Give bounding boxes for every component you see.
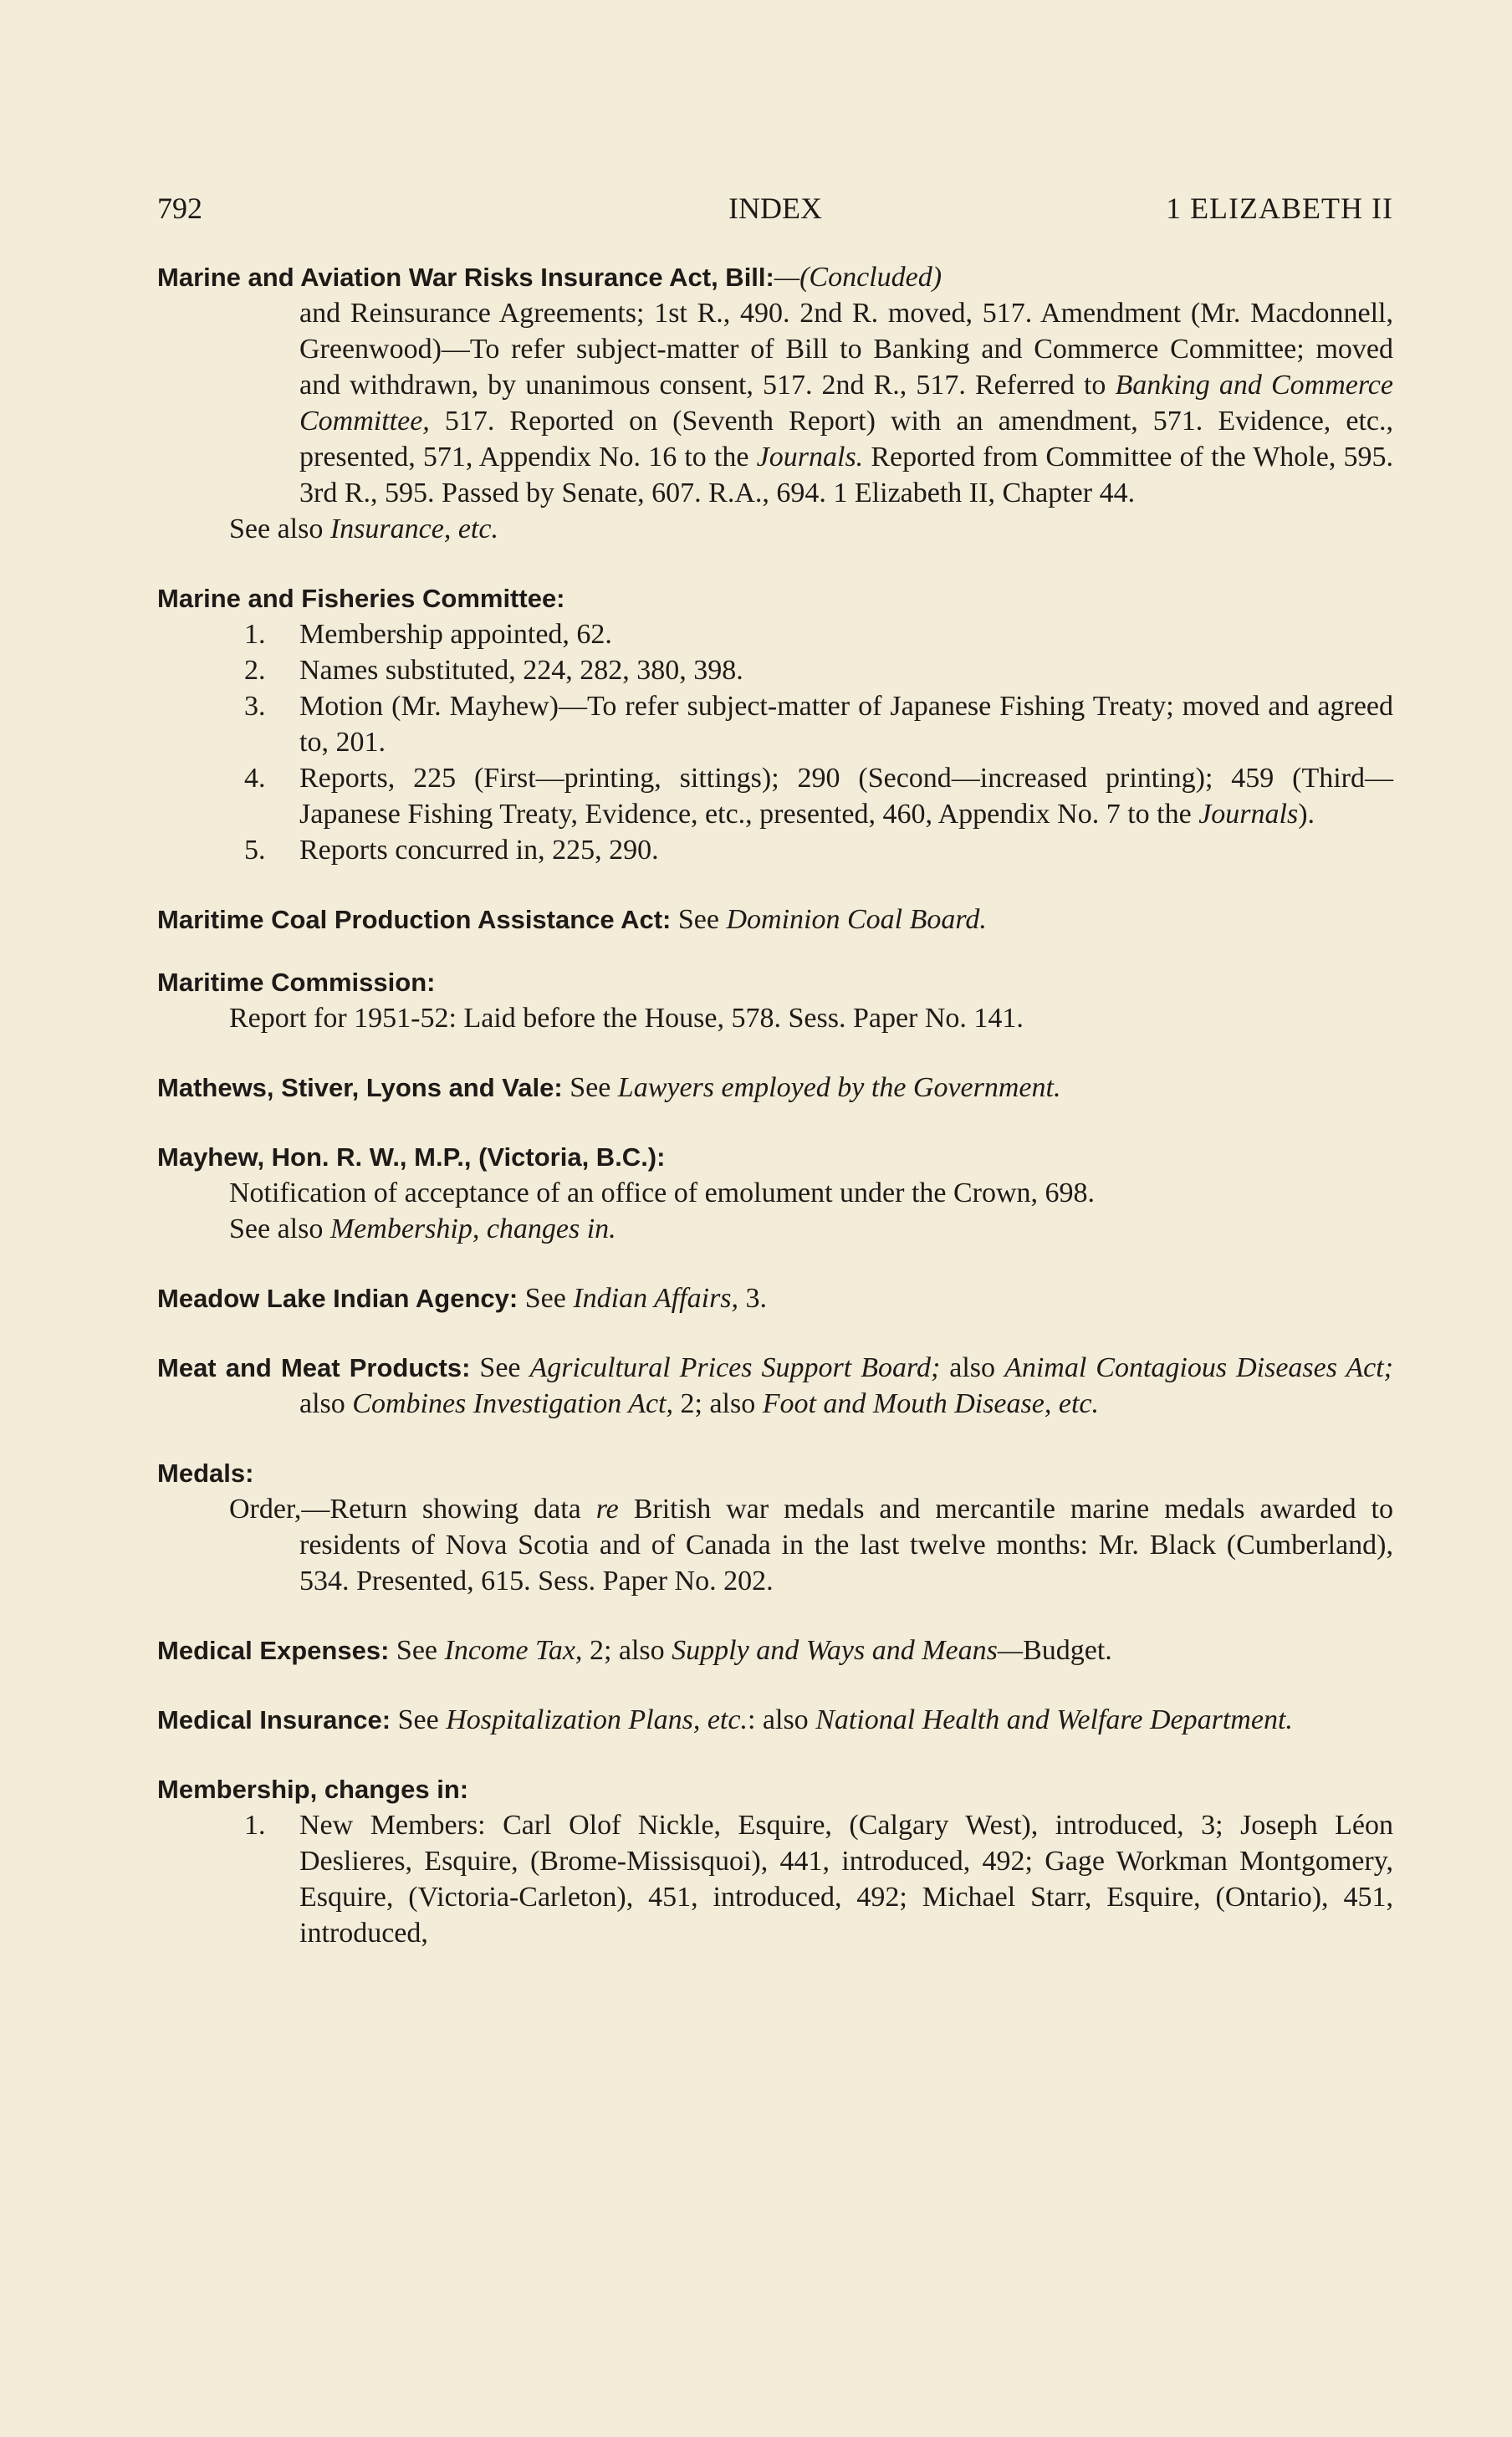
item-tail: ). — [1298, 799, 1315, 830]
entry-item-list — [157, 1807, 1393, 1951]
entry-italic: Indian Affairs, — [573, 1283, 739, 1314]
list-item — [157, 832, 1393, 868]
entry-text: See — [562, 1072, 618, 1103]
index-entry-mathews-stiver — [157, 1070, 1393, 1106]
entry-text: British war medals and mercantile marine medals awarded to residents of Nova Scotia and of Canada in the last twelve months: Mr. Black (Cumberland), 534. Presented, 615. Sess. Paper No. 202. — [299, 1494, 1394, 1597]
header-reign: 1 ELIZABETH II — [1166, 192, 1393, 225]
entry-heading: Maritime Coal Production Assistance Act: — [157, 905, 672, 934]
index-entry-medals — [157, 1455, 1393, 1599]
entry-text: and Reinsurance Agreements; 1st R., 490. 2nd R. moved, 517. Amendment (Mr. Macdonnell, Greenwood)—To refer subject-matter of Bill to Banking and Commerce Committee; moved and withdrawn, by unanimous consent, 517. 2nd R., 517. Referred to — [299, 298, 1393, 401]
entry-text: 517. Reported on (Seventh Report) with an amendment, 571. Evidence, etc., presented, 571, Appendix No. 16 to the — [299, 406, 1393, 473]
item-text: Motion (Mr. Mayhew)—To refer subject-matter of Japanese Fishing Treaty; moved and agreed to, 201. — [299, 691, 1393, 758]
entry-text: Order,—Return showing data — [229, 1494, 596, 1525]
entry-item-list — [157, 616, 1393, 868]
entry-italic: National Health and Welfare Department. — [815, 1704, 1293, 1735]
entry-text: Reported from Committee of the Whole, 595. 3rd R., 595. Passed by Senate, 607. R.A., 694. 1 Elizabeth II, Chapter 44. — [299, 442, 1393, 508]
list-item — [157, 616, 1393, 652]
entry-text: Budget. — [1023, 1635, 1112, 1666]
index-entry-maritime-coal — [157, 902, 1393, 938]
entry-see-also — [229, 511, 1393, 547]
entry-text: also — [940, 1352, 1005, 1383]
entry-heading: Membership, changes in: — [157, 1775, 469, 1804]
see-also-label: See also — [229, 1213, 330, 1244]
entry-text: See — [391, 1704, 447, 1735]
entry-italic: Hospitalization Plans, etc. — [446, 1704, 748, 1735]
index-entry-meat-products — [157, 1350, 1393, 1422]
list-item — [157, 1807, 1393, 1951]
entry-italic: re — [595, 1494, 619, 1525]
page-number: 792 — [157, 192, 202, 225]
index-entry-maritime-commission — [157, 964, 1393, 1036]
entry-heading: Meat and Meat Products: — [157, 1353, 471, 1382]
entry-text: 2; also — [582, 1635, 672, 1666]
entry-text: See — [470, 1352, 530, 1383]
index-entry-mayhew — [157, 1139, 1393, 1247]
list-item — [157, 652, 1393, 688]
item-number: 3. — [244, 691, 266, 722]
entry-heading: Medical Insurance: — [157, 1705, 391, 1735]
header-title: INDEX — [728, 192, 822, 225]
item-number: 5. — [244, 835, 266, 866]
entry-heading: Meadow Lake Indian Agency: — [157, 1284, 518, 1313]
entry-italic: Supply and Ways and Means— — [672, 1635, 1024, 1666]
entry-italic: Dominion Coal Board. — [726, 904, 987, 935]
item-text: New Members: Carl Olof Nickle, Esquire, (Calgary West), introduced, 3; Joseph Léon Deslieres, Esquire, (Brome-Missisquoi), 441, introduced, 492; Gage Workman Montgomery, Esquire, (Victoria-Carleton), 451, introduced, 492; Michael Starr, Esquire, (Ontario), 451, introduced, — [299, 1810, 1393, 1949]
entry-text: See — [389, 1635, 445, 1666]
item-number: 1. — [244, 1810, 266, 1841]
item-italic: Journals — [1198, 799, 1299, 830]
entry-heading-suffix: —(Concluded) — [774, 262, 942, 293]
index-content — [157, 259, 1393, 1985]
entry-text: also — [299, 1388, 353, 1419]
index-entry-marine-aviation-act — [157, 259, 1393, 547]
entry-text: Report for 1951-52: Laid before the House, 578. Sess. Paper No. 141. — [229, 1003, 1024, 1034]
item-text: Membership appointed, 62. — [299, 619, 612, 650]
entry-text: : also — [747, 1704, 816, 1735]
see-also-ref: Insurance, etc. — [329, 513, 498, 544]
entry-heading: Marine and Aviation War Risks Insurance Act, Bill: — [157, 263, 774, 292]
entry-italic: Lawyers employed by the Government. — [617, 1072, 1061, 1103]
entry-text: See — [518, 1283, 574, 1314]
entry-text: See — [671, 904, 727, 935]
item-text: Reports, 225 (First—printing, sittings); 290 (Second—increased printing); 459 (Third—Japanese Fishing Treaty, Evidence, etc., presented, 460, Appendix No. 7 to the — [299, 763, 1393, 830]
entry-italic: Animal Contagious Diseases Act; — [1004, 1352, 1393, 1383]
entry-tail: 3. — [738, 1283, 768, 1314]
entry-italic: Combines Investigation Act, — [352, 1388, 673, 1419]
index-entry-meadow-lake — [157, 1280, 1393, 1316]
list-item — [157, 688, 1393, 760]
index-entry-marine-fisheries-committee — [157, 580, 1393, 868]
see-also-label: See also — [229, 513, 330, 544]
entry-italic: Income Tax, — [444, 1635, 583, 1666]
see-also-ref: Membership, changes in. — [329, 1213, 616, 1244]
item-number: 4. — [244, 763, 266, 794]
entry-body — [157, 1491, 1393, 1599]
entry-text: Notification of acceptance of an office of emolument under the Crown, 698. — [229, 1178, 1096, 1208]
entry-heading: Medals: — [157, 1459, 254, 1488]
entry-heading: Medical Expenses: — [157, 1636, 390, 1665]
entry-text: 2; also — [673, 1388, 763, 1419]
index-entry-membership-changes — [157, 1771, 1393, 1951]
entry-heading: Mathews, Stiver, Lyons and Vale: — [157, 1073, 563, 1102]
entry-heading: Marine and Fisheries Committee: — [157, 584, 565, 613]
entry-heading: Mayhew, Hon. R. W., M.P., (Victoria, B.C.): — [157, 1142, 666, 1172]
entry-see-also — [229, 1211, 1393, 1247]
running-header — [157, 191, 1393, 232]
item-text: Names substituted, 224, 282, 380, 398. — [299, 655, 743, 686]
item-text: Reports concurred in, 225, 290. — [299, 835, 659, 866]
entry-italic: Banking and Commerce Committee, — [299, 370, 1393, 437]
entry-heading: Maritime Commission: — [157, 968, 436, 997]
entry-body — [299, 295, 1393, 511]
index-entry-medical-expenses — [157, 1632, 1393, 1668]
entry-italic: Agricultural Prices Support Board; — [529, 1352, 941, 1383]
item-number: 2. — [244, 655, 266, 686]
item-number: 1. — [244, 619, 266, 650]
entry-italic: Journals. — [756, 442, 864, 473]
index-entry-medical-insurance — [157, 1702, 1393, 1738]
entry-italic: Foot and Mouth Disease, etc. — [762, 1388, 1099, 1419]
list-item — [157, 760, 1393, 832]
